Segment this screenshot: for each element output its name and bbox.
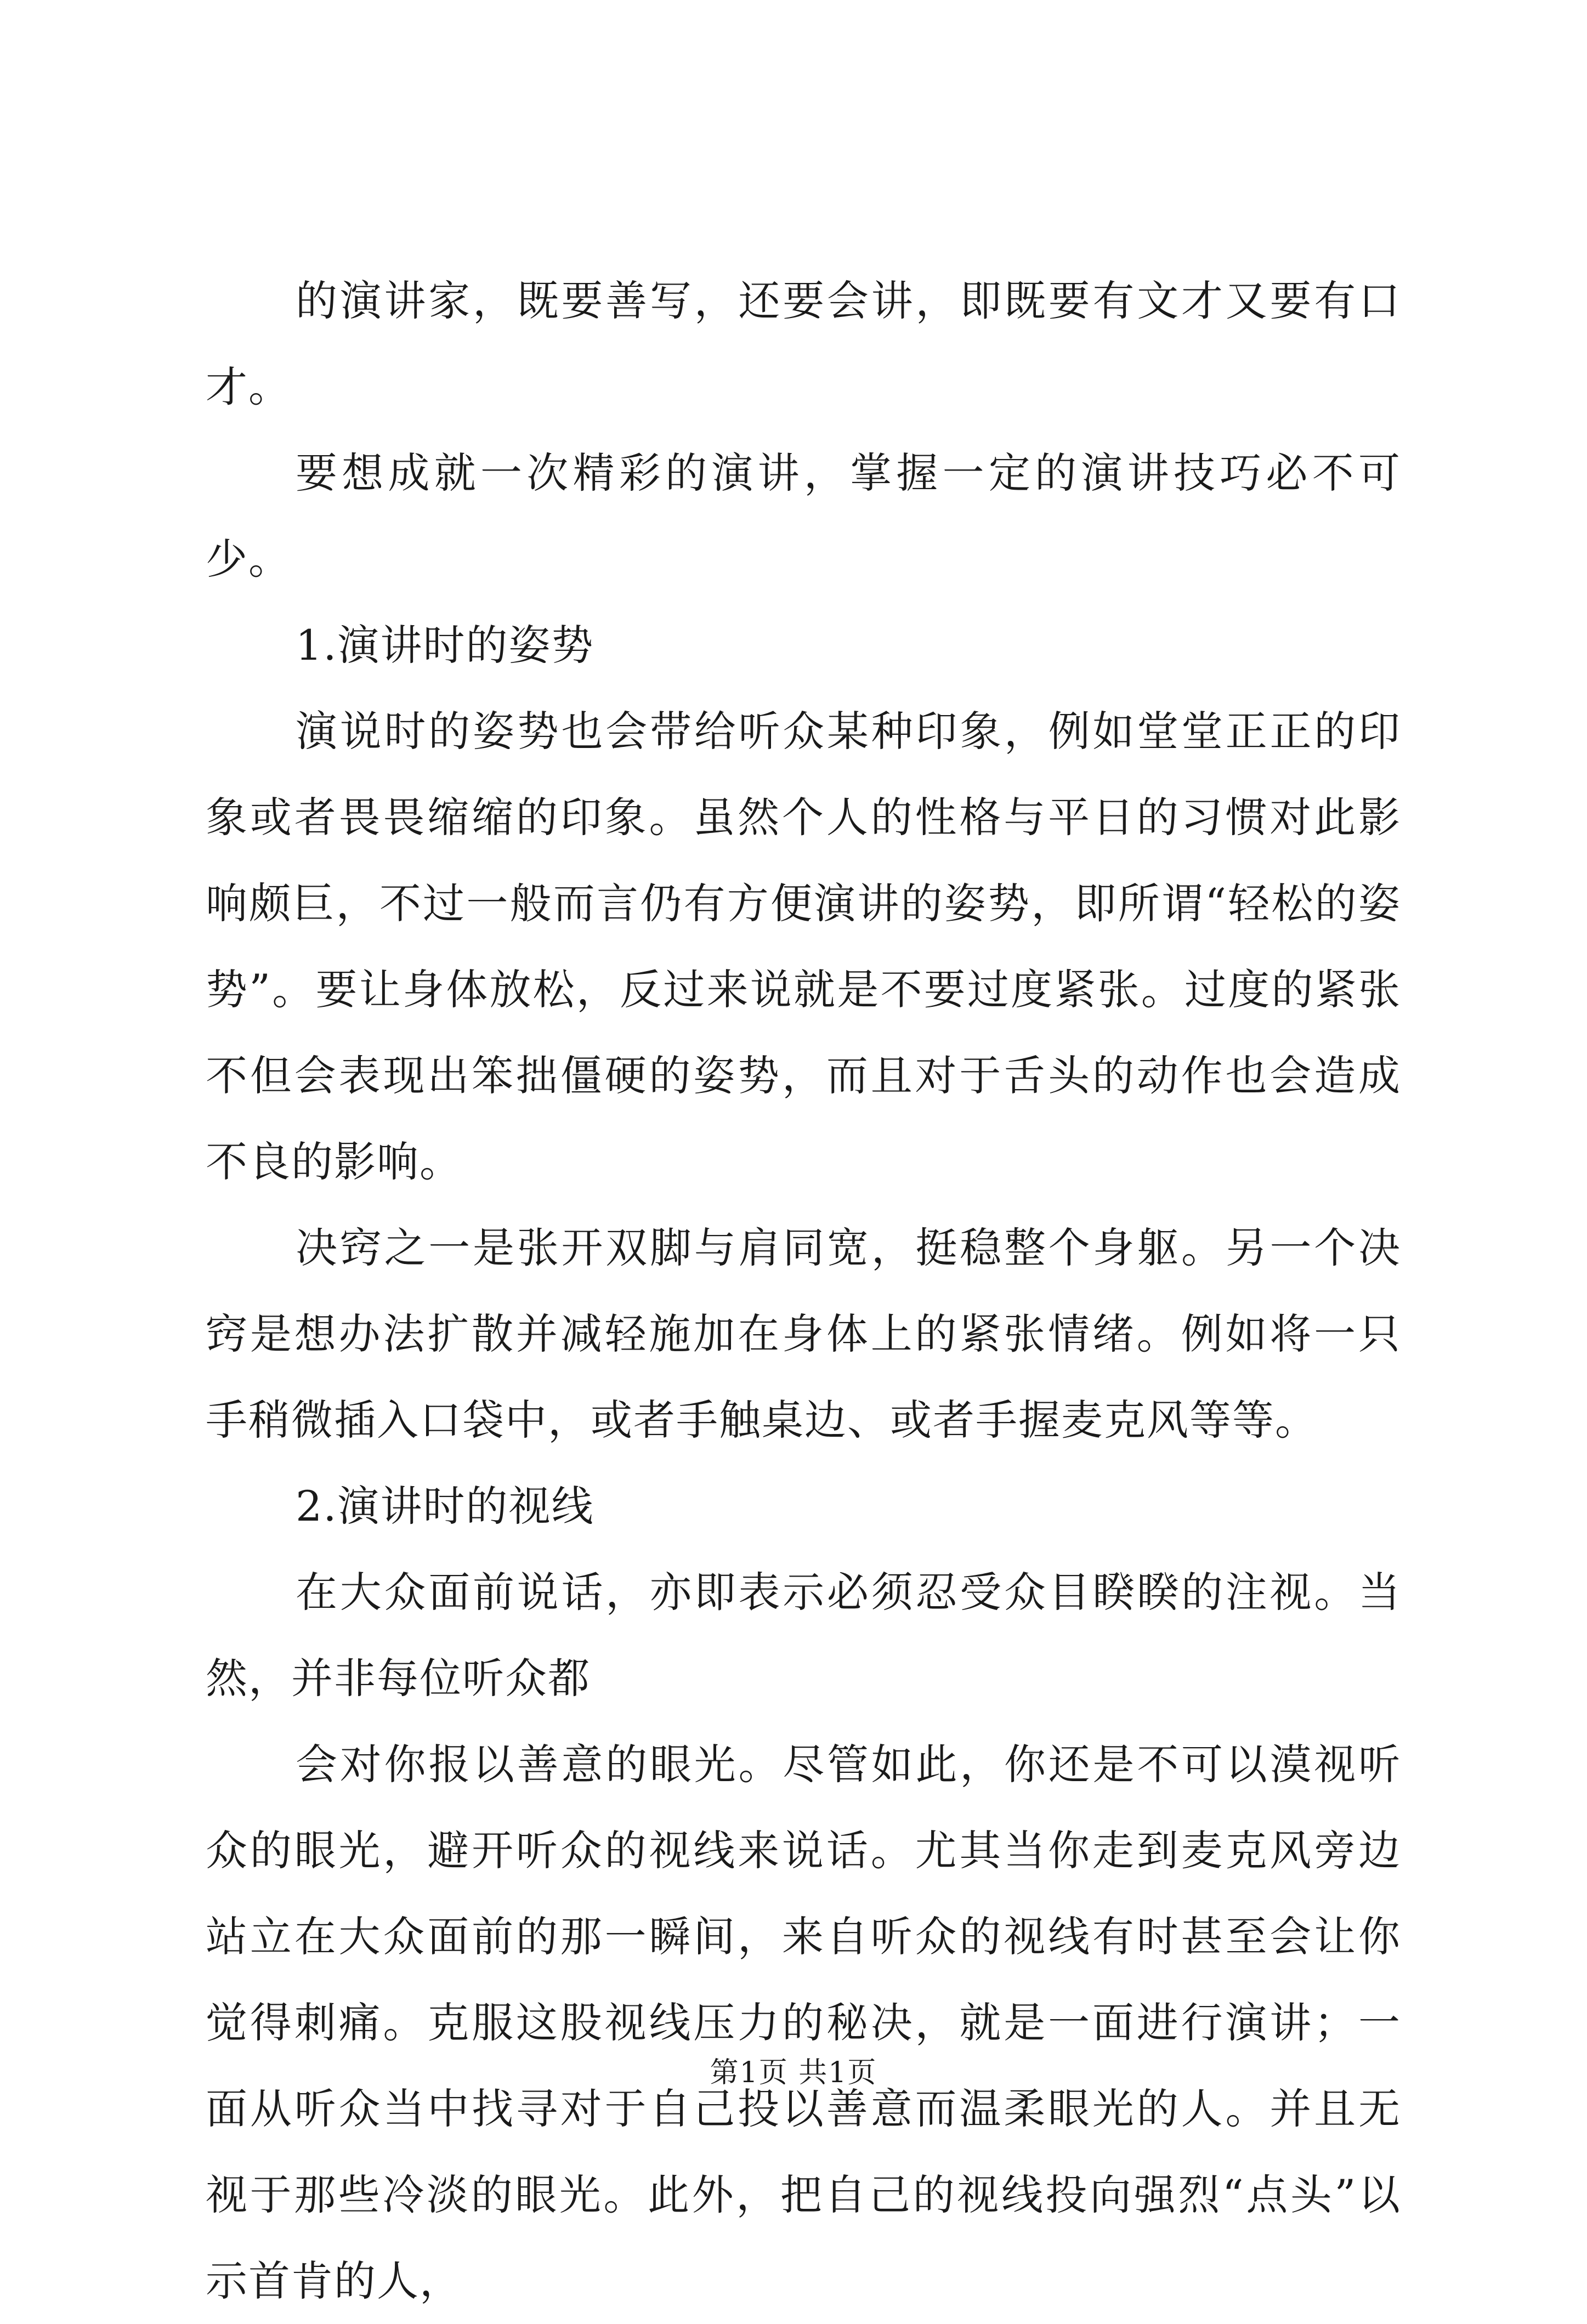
paragraph: 演说时的姿势也会带给听众某种印象，例如堂堂正正的印象或者畏畏缩缩的印象。虽然个人的性格与平日的习惯对此影响颇巨，不过一般而言仍有方便演讲的姿势，即所谓“轻松的姿势”。要让身体放松，反过来说就是不要过度紧张。过度的紧张不但会表现出笨拙僵硬的姿势，而且对于舌头的动作也会造成不良的影响。 — [206, 707, 1401, 1186]
paragraph: 要想成就一次精彩的演讲，掌握一定的演讲技巧必不可少。 — [206, 449, 1401, 583]
paragraph: 会对你报以善意的眼光。尽管如此，你还是不可以漠视听众的眼光，避开听众的视线来说话。尤其当你走到麦克风旁边站立在大众面前的那一瞬间，来自听众的视线有时甚至会让你觉得刺痛。克服这股视线压力的秘决，就是一面进行演讲；一面从听众当中找寻对于自己投以善意而温柔眼光的人。并且无视于那些冷淡的眼光。此外，把自己的视线投向强烈“点头”以示首肯的人， — [206, 1740, 1401, 2305]
section-heading: 2.演讲时的视线 — [296, 1482, 594, 1531]
paragraph: 在大众面前说话，亦即表示必须忍受众目睽睽的注视。当然，并非每位听众都 — [206, 1568, 1401, 1703]
section-heading: 1.演讲时的姿势 — [296, 621, 594, 670]
page-footer — [0, 2054, 1587, 2092]
page-number-label: 第1页 共1页 — [710, 2056, 877, 2089]
paragraph: 决窍之一是张开双脚与肩同宽，挺稳整个身躯。另一个决窍是想办法扩散并减轻施加在身体上的紧张情绪。例如将一只手稍微插入口袋中，或者手触桌边、或者手握麦克风等等。 — [206, 1223, 1401, 1444]
paragraph: 的演讲家，既要善写，还要会讲，即既要有文才又要有口才。 — [206, 276, 1401, 411]
document-body — [206, 258, 1401, 2324]
